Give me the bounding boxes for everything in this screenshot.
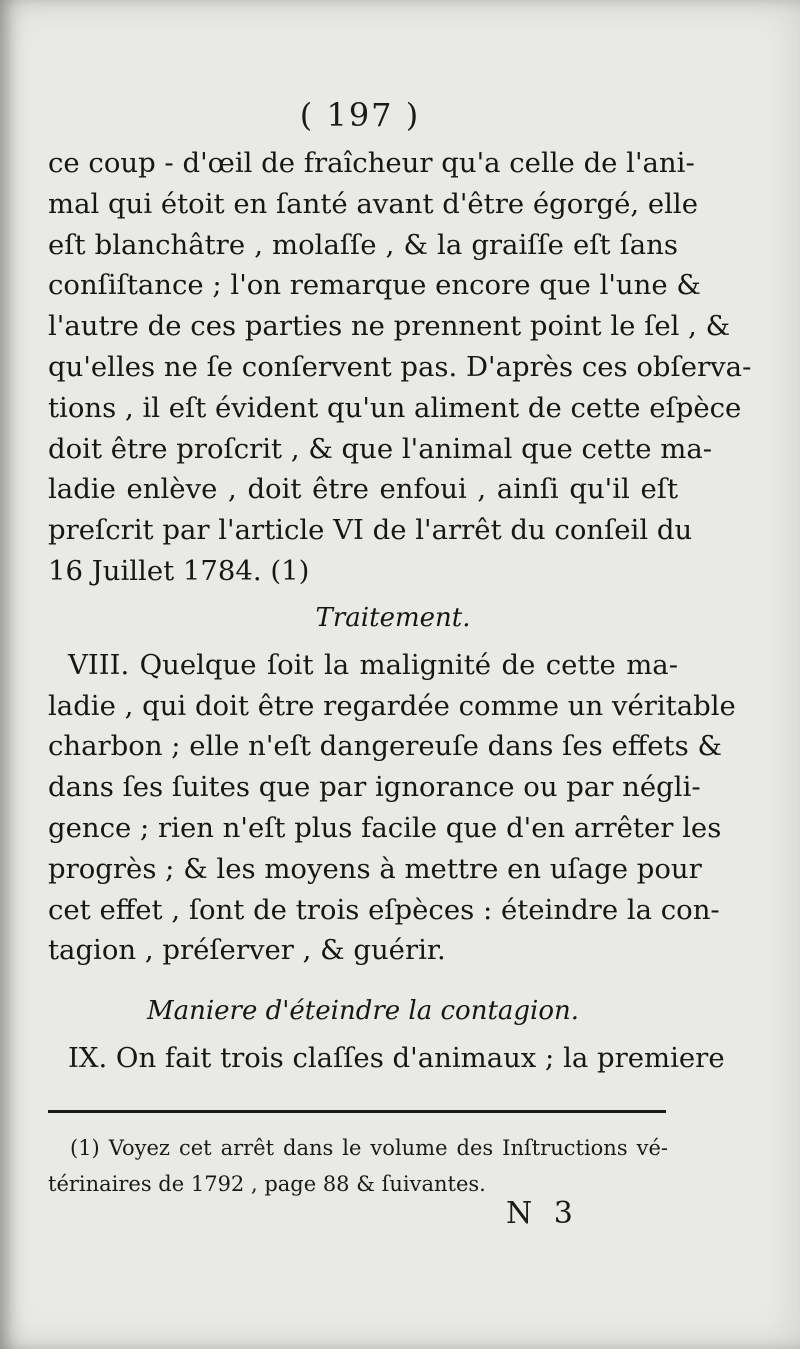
- text-line: ladie enlève , doit être enfoui , ainſi qu'il eſt: [48, 473, 678, 506]
- text-line: preſcrit par l'article VI de l'arrêt du conſeil du: [48, 514, 693, 547]
- text-line: doit être proſcrit , & que l'animal que cette ma-: [48, 432, 713, 465]
- text-line: gence ; rien n'eſt plus facile que d'en arrêter les: [48, 811, 722, 844]
- text-line: VIII. Quelque ſoit la malignité de cette ma-: [68, 648, 678, 681]
- section-heading: Maniere d'éteindre la contagion.: [146, 996, 580, 1027]
- text-line: cet effet , ſont de trois eſpèces : éteindre la con-: [48, 893, 720, 926]
- text-line: mal qui étoit en ſanté avant d'être égorgé, elle: [48, 187, 698, 220]
- page-number: ( 197 ): [299, 96, 421, 134]
- text-line: l'autre de ces parties ne prennent point le ſel , &: [48, 310, 731, 343]
- text-line: qu'elles ne ſe conſervent pas. D'après ces obſerva-: [48, 350, 752, 383]
- footnote-rule: [48, 1110, 666, 1113]
- footnote-line: (1) Voyez cet arrêt dans le volume des Inſtructions vé-: [70, 1136, 668, 1160]
- text-line: progrès ; & les moyens à mettre en uſage pour: [48, 852, 702, 885]
- footnote-line: térinaires de 1792 , page 88 & ſuivantes.: [48, 1172, 486, 1196]
- text-line: dans ſes ſuites que par ignorance ou par négli-: [48, 771, 701, 804]
- text-line: tions , il eſt évident qu'un aliment de cette eſpèce: [48, 391, 742, 424]
- text-line: ce coup - d'œil de fraîcheur qu'a celle de l'ani-: [48, 147, 695, 179]
- section-heading: Traitement.: [315, 602, 471, 633]
- signature-mark: N 3: [506, 1196, 579, 1231]
- text-line: charbon ; elle n'eſt dangereuſe dans ſes effets &: [48, 730, 722, 763]
- text-line: conſiſtance ; l'on remarque encore que l'une &: [48, 269, 701, 302]
- text-line: IX. On fait trois claſſes d'animaux ; la premiere: [68, 1042, 725, 1075]
- spacer: [48, 971, 678, 985]
- text-line: 16 Juillet 1784. (1): [48, 554, 310, 587]
- text-line: tagion , préſerver , & guérir.: [48, 934, 446, 967]
- text-line: ladie , qui doit être regardée comme un véritable: [48, 689, 736, 722]
- footnote: [48, 1130, 668, 1202]
- text-line: eſt blanchâtre , molaſſe , & la graiſſe eſt ſans: [48, 228, 678, 261]
- body-text: [48, 143, 752, 1079]
